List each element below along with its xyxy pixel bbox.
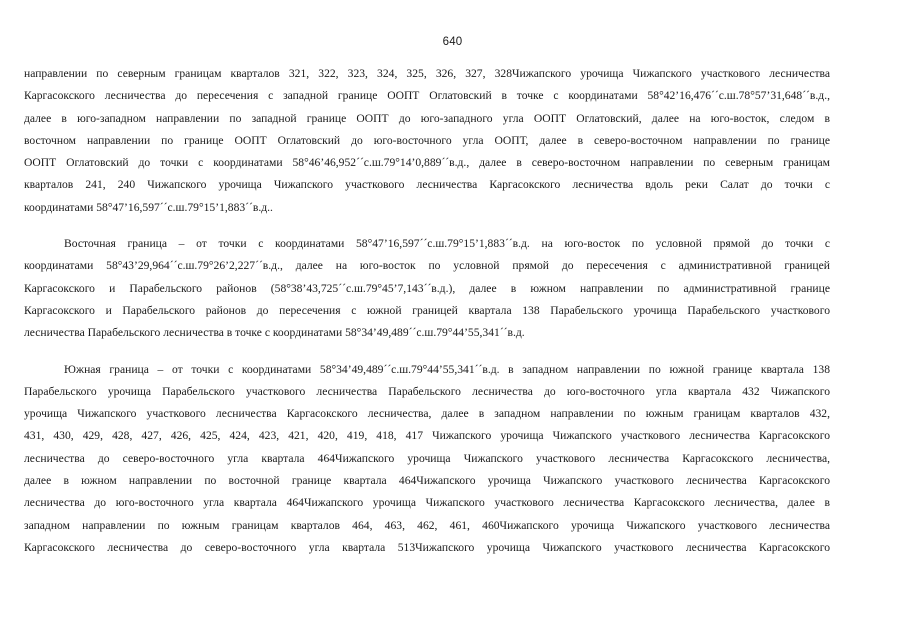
text-line: координатами 58°43’29,964´´с.ш.79°26’2,227´´в.д., далее на юго-восток по условной прямой до пересечения с административной границей [24, 259, 830, 273]
text-line: далее в юго-западном направлении по западной границе ООПТ до юго-западного угла ООПТ Оглатовский, далее на юго-восток, следом в [24, 111, 830, 125]
text-line: Каргасокского и Парабельского районов до пересечения с южной границей квартала 138 Парабельского урочища Парабельского участкового [24, 303, 830, 317]
text-line: 431, 430, 429, 428, 427, 426, 425, 424, 423, 421, 420, 419, 418, 417 Чижапского урочища Чижапского участкового лесничества Каргасокского [24, 429, 830, 443]
text-line: западном направлении по южным границам кварталов 464, 463, 462, 461, 460Чижапского урочища Чижапского участкового лесничества [24, 518, 830, 532]
document-body [24, 63, 830, 559]
paragraph-eastern-boundary [24, 233, 830, 344]
paragraph-southern-boundary [24, 359, 830, 560]
page-number: 640 [442, 36, 463, 48]
paragraph-gap [24, 219, 830, 233]
text-line: лесничества до юго-восточного угла квартала 464Чижапского урочища Чижапского участкового лесничества Каргасокского лесничества, далее в [24, 496, 830, 510]
text-line: Восточная граница – от точки с координатами 58°47’16,597´´с.ш.79°15’1,883´´в.д. на юго-восток по условной прямой до точки с [64, 237, 830, 251]
text-line: урочища Чижапского участкового лесничества Каргасокского лесничества, далее в западном направлении по южным границам кварталов 432, [24, 407, 830, 421]
text-line: ООПТ Оглатовский до точки с координатами 58°46’46,952´´с.ш.79°14’0,889´´в.д., далее в северо-восточном направлении по северным границам [24, 156, 830, 170]
text-line: лесничества до северо-восточного угла квартала 464Чижапского урочища Чижапского участкового лесничества Каргасокского лесничества, [24, 451, 830, 465]
text-line: направлении по северным границам кварталов 321, 322, 323, 324, 325, 326, 327, 328Чижапского урочища Чижапского участкового лесничества [24, 67, 830, 80]
text-line: лесничества Парабельского лесничества в точке с координатами 58°34’49,489´´с.ш.79°44’55,341´´в.д. [24, 326, 525, 340]
text-line: далее в южном направлении по восточной границе квартала 464Чижапского урочища Чижапского участкового лесничества Каргасокского [24, 474, 830, 488]
text-line: Южная граница – от точки с координатами 58°34’49,489´´с.ш.79°44’55,341´´в.д. в западном направлении по южной границе квартала 138 [64, 362, 830, 376]
text-line: восточном направлении по границе ООПТ Оглатовский до юго-восточного угла ООПТ, далее в северо-восточном направлении по границе [24, 133, 830, 147]
text-line: кварталов 241, 240 Чижапского урочища Чижапского участкового лесничества Каргасокского лесничества вдоль реки Салат до точки с [24, 178, 830, 192]
text-line: Каргасокского лесничества до пересечения с западной границе ООПТ Оглатовский в точке с координатами 58°42’16,476´´с.ш.78°57’31,648´´в.д., [24, 89, 830, 103]
paragraph-northern-boundary-continuation [24, 63, 830, 219]
text-line: Парабельского урочища Парабельского участкового лесничества Парабельского лесничества до юго-восточного угла квартала 432 Чижапского [24, 384, 830, 398]
text-line: координатами 58°47’16,597´´с.ш.79°15’1,883´´в.д.. [24, 200, 273, 214]
text-line: Каргасокского лесничества до северо-восточного угла квартала 513Чижапского урочища Чижапского участкового лесничества Каргасокского [24, 540, 830, 554]
paragraph-gap [24, 345, 830, 359]
text-line: Каргасокского и Парабельского районов (58°38’43,725´´с.ш.79°45’7,143´´в.д.), далее в южном направлении по административной границе [24, 281, 830, 295]
